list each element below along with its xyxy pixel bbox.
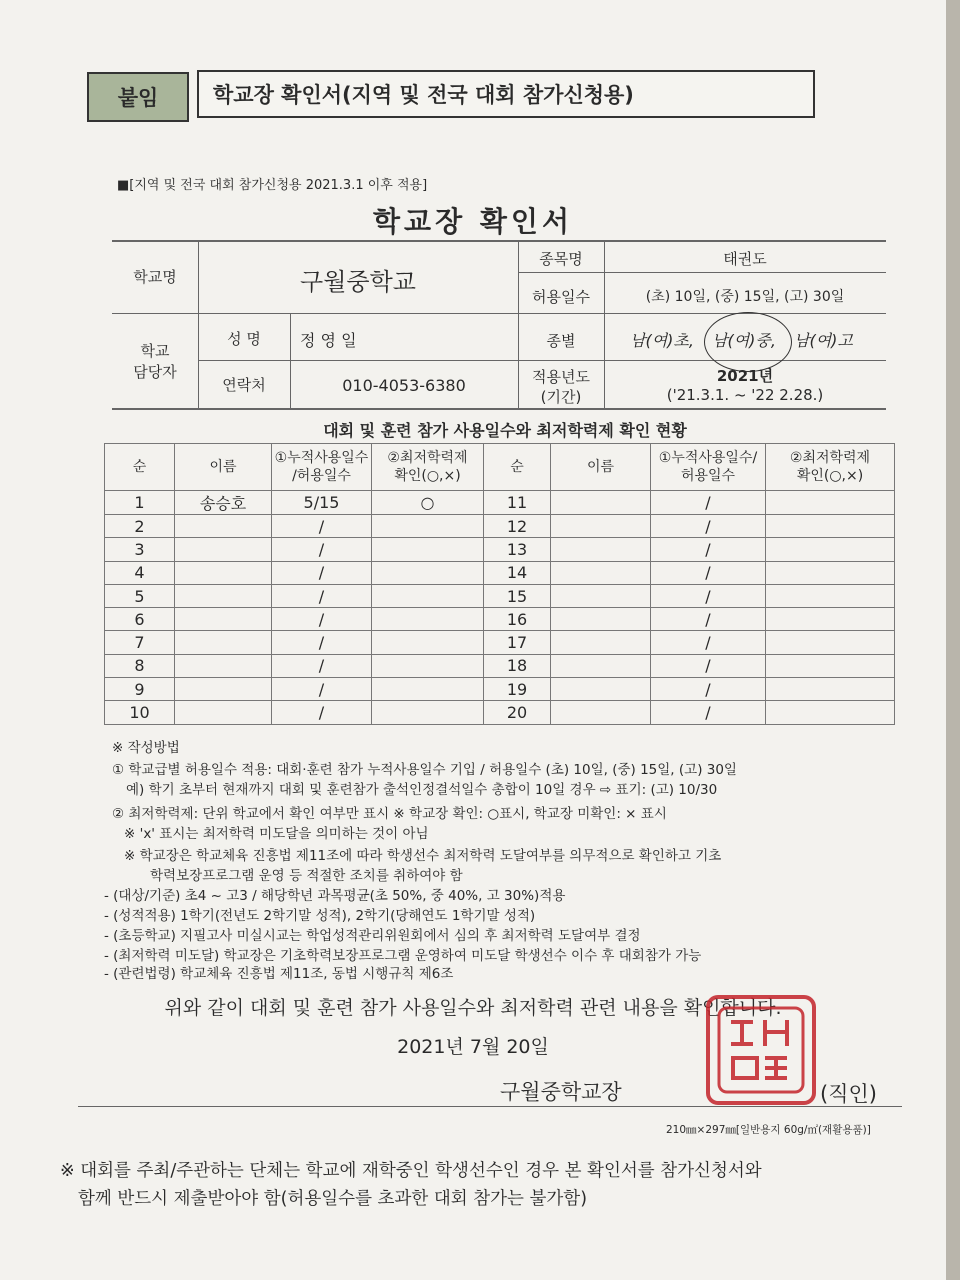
cumulative-days: / <box>272 515 372 538</box>
year-value: 2021년 <box>716 367 774 385</box>
method-line: ※ 학교장은 학교체육 진흥법 제11조에 따라 학생선수 최저학력 도달여부를 의무적으로 확인하고 기초 <box>124 848 722 864</box>
table-row <box>105 654 895 677</box>
seal-glyph-icon <box>713 1002 809 1098</box>
cumulative-days-2: / <box>651 561 766 584</box>
type-elementary: 남(여)초, <box>630 331 694 350</box>
cumulative-days: / <box>272 654 372 677</box>
cumulative-days-2: / <box>651 608 766 631</box>
table-row <box>105 608 895 631</box>
method-title: ※ 작성방법 <box>112 740 180 756</box>
min-achievement-check-2 <box>766 631 895 654</box>
attachment-tag: 붙임 <box>87 72 189 122</box>
student-name <box>175 631 272 654</box>
student-name-2 <box>551 561 651 584</box>
manager-label-1: 학교 <box>140 342 170 360</box>
student-name <box>175 538 272 561</box>
cumulative-days-2: / <box>651 515 766 538</box>
cumulative-days-2: / <box>651 678 766 701</box>
table-header-row <box>105 444 895 491</box>
student-name <box>175 515 272 538</box>
min-achievement-check: ○ <box>372 491 484 515</box>
student-name <box>175 701 272 724</box>
middle-school-circle-mark <box>704 312 792 372</box>
method-line: - (관련법령) 학교체육 진흥법 제11조, 동법 시행규칙 제6조 <box>104 966 454 982</box>
student-name-2 <box>551 584 651 607</box>
student-name-2 <box>551 678 651 701</box>
footnote-line-2: 함께 반드시 제출받아야 함(허용일수를 초과한 대회 참가는 불가함) <box>78 1189 588 1209</box>
header-name-2: 이름 <box>551 444 651 491</box>
method-line: - (대상/기준) 초4 ~ 고3 / 해당학년 과목평균(초 50%, 중 40%, 고 30%)적용 <box>104 888 566 904</box>
row-number: 6 <box>105 608 175 631</box>
type-high: 남(여)고 <box>794 331 853 350</box>
method-line: ※ 'x' 표시는 최저학력 미도달을 의미하는 것이 아님 <box>124 826 429 842</box>
min-achievement-check-2 <box>766 678 895 701</box>
row-number-2: 13 <box>484 538 551 561</box>
table-row <box>105 678 895 701</box>
method-line: ② 최저학력제: 단위 학교에서 확인 여부만 표시 ※ 학교장 확인: ○표시, 학교장 미확인: × 표시 <box>112 806 667 822</box>
cumulative-days: / <box>272 584 372 607</box>
cumulative-days: / <box>272 678 372 701</box>
min-achievement-check <box>372 538 484 561</box>
event-value: 태권도 <box>723 250 767 268</box>
min-achievement-check <box>372 608 484 631</box>
min-achievement-check-2 <box>766 608 895 631</box>
row-number-2: 18 <box>484 654 551 677</box>
student-name <box>175 561 272 584</box>
row-number-2: 19 <box>484 678 551 701</box>
year-period: ('21.3.1. ~ '22 2.28.) <box>666 386 824 404</box>
min-achievement-check-2 <box>766 515 895 538</box>
row-number-2: 16 <box>484 608 551 631</box>
student-name-2 <box>551 631 651 654</box>
row-number: 4 <box>105 561 175 584</box>
cumulative-days-2: / <box>651 584 766 607</box>
cumulative-days: / <box>272 561 372 584</box>
name-label: 성 명 <box>227 330 261 348</box>
student-name-2 <box>551 538 651 561</box>
row-number: 7 <box>105 631 175 654</box>
official-seal-stamp <box>706 995 816 1105</box>
min-achievement-check-2 <box>766 654 895 677</box>
cumulative-days-2: / <box>651 701 766 724</box>
min-achievement-check <box>372 678 484 701</box>
method-line: - (최저학력 미도달) 학교장은 기초학력보장프로그램 운영하여 미도달 학생선수 이수 후 대회참가 가능 <box>104 948 702 964</box>
table-row <box>105 631 895 654</box>
min-achievement-check-2 <box>766 701 895 724</box>
footnote-line-1: ※ 대회를 주최/주관하는 단체는 학교에 재학중인 학생선수인 경우 본 확인서를 참가신청서와 <box>60 1161 762 1181</box>
row-number: 9 <box>105 678 175 701</box>
min-achievement-check-2 <box>766 491 895 515</box>
header-min-check: ②최저학력제 확인(○,×) <box>372 444 484 491</box>
table-row <box>105 515 895 538</box>
min-achievement-check <box>372 654 484 677</box>
attachment-title: 학교장 확인서(지역 및 전국 대회 참가신청용) <box>197 70 815 118</box>
seal-label: (직인) <box>820 1082 877 1106</box>
method-line: - (초등학교) 지필고사 미실시교는 학업성적관리위원회에서 심의 후 최저학력 도달여부 결정 <box>104 928 641 944</box>
student-name <box>175 654 272 677</box>
type-label: 종별 <box>546 332 576 350</box>
row-number: 1 <box>105 491 175 515</box>
row-number: 3 <box>105 538 175 561</box>
student-name-2 <box>551 701 651 724</box>
table-row <box>105 491 895 515</box>
cumulative-days: / <box>272 631 372 654</box>
min-achievement-check <box>372 561 484 584</box>
cumulative-days: 5/15 <box>272 491 372 515</box>
year-label-1: 적용년도 <box>532 368 590 386</box>
header-name: 이름 <box>175 444 272 491</box>
min-achievement-check <box>372 515 484 538</box>
student-name-2 <box>551 608 651 631</box>
student-name <box>175 608 272 631</box>
header-no-2: 순 <box>484 444 551 491</box>
allowed-days-value: (초) 10일, (중) 15일, (고) 30일 <box>645 289 845 305</box>
min-achievement-check <box>372 584 484 607</box>
table-row <box>105 561 895 584</box>
type-middle: 남(여)중, <box>712 331 776 350</box>
table-row <box>105 584 895 607</box>
cumulative-days: / <box>272 608 372 631</box>
student-name <box>175 678 272 701</box>
row-number-2: 17 <box>484 631 551 654</box>
document-title: 학교장 확인서 <box>372 205 574 238</box>
min-achievement-check-2 <box>766 584 895 607</box>
student-name-2 <box>551 654 651 677</box>
method-line: ① 학교급별 허용일수 적용: 대회·훈련 참가 누적사용일수 기입 / 허용일수 (초) 10일, (중) 15일, (고) 30일 <box>112 762 737 778</box>
row-number: 10 <box>105 701 175 724</box>
table-row <box>105 538 895 561</box>
cumulative-days-2: / <box>651 538 766 561</box>
cumulative-days: / <box>272 701 372 724</box>
declaration-text: 위와 같이 대회 및 훈련 참가 사용일수와 최저학력 관련 내용을 확인합니다. <box>164 997 782 1019</box>
header-days-2: ①누적사용일수/ 허용일수 <box>651 444 766 491</box>
issue-date: 2021년 7월 20일 <box>397 1036 549 1058</box>
background-surface <box>946 0 960 1280</box>
school-name: 구월중학교 <box>300 268 416 296</box>
status-section-title: 대회 및 훈련 참가 사용일수와 최저학력제 확인 현황 <box>323 421 687 440</box>
signer-name: 구월중학교장 <box>500 1080 622 1104</box>
school-label: 학교명 <box>133 268 177 286</box>
min-achievement-check <box>372 701 484 724</box>
row-number-2: 15 <box>484 584 551 607</box>
student-name-2 <box>551 491 651 515</box>
cumulative-days-2: / <box>651 654 766 677</box>
student-name: 송승호 <box>175 491 272 515</box>
contact-value: 010-4053-6380 <box>342 376 466 395</box>
cumulative-days-2: / <box>651 491 766 515</box>
cumulative-days: / <box>272 538 372 561</box>
student-name-2 <box>551 515 651 538</box>
student-name <box>175 584 272 607</box>
status-table <box>104 443 894 725</box>
manager-label-2: 담당자 <box>133 363 177 381</box>
cumulative-days-2: / <box>651 631 766 654</box>
header-min-check-2: ②최저학력제 확인(○,×) <box>766 444 895 491</box>
min-achievement-check <box>372 631 484 654</box>
row-number-2: 11 <box>484 491 551 515</box>
row-number: 8 <box>105 654 175 677</box>
row-number-2: 20 <box>484 701 551 724</box>
row-number: 2 <box>105 515 175 538</box>
row-number: 5 <box>105 584 175 607</box>
row-number-2: 12 <box>484 515 551 538</box>
allowed-days-label: 허용일수 <box>532 288 590 306</box>
table-row <box>105 701 895 724</box>
method-line: 예) 학기 초부터 현재까지 대회 및 훈련참가 출석인정결석일수 총합이 10일 경우 ⇨ 표기: (고) 10/30 <box>126 782 718 798</box>
row-number-2: 14 <box>484 561 551 584</box>
contact-label: 연락처 <box>222 376 266 394</box>
method-line: 학력보장프로그램 운영 등 적절한 조치를 취하여야 함 <box>150 868 463 884</box>
event-label: 종목명 <box>539 250 583 268</box>
manager-name: 정 영 일 <box>300 331 357 350</box>
header-days: ①누적사용일수 /허용일수 <box>272 444 372 491</box>
min-achievement-check-2 <box>766 538 895 561</box>
year-label-2: (기간) <box>540 388 582 406</box>
form-note: ■[지역 및 전국 대회 참가신청용 2021.3.1 이후 적용] <box>117 178 428 193</box>
header-no: 순 <box>105 444 175 491</box>
min-achievement-check-2 <box>766 561 895 584</box>
method-line: - (성적적용) 1학기(전년도 2학기말 성적), 2학기(당해연도 1학기말 성적) <box>104 908 536 924</box>
paper-spec: 210㎜×297㎜[일반용지 60g/㎡(재활용품)] <box>666 1124 871 1136</box>
